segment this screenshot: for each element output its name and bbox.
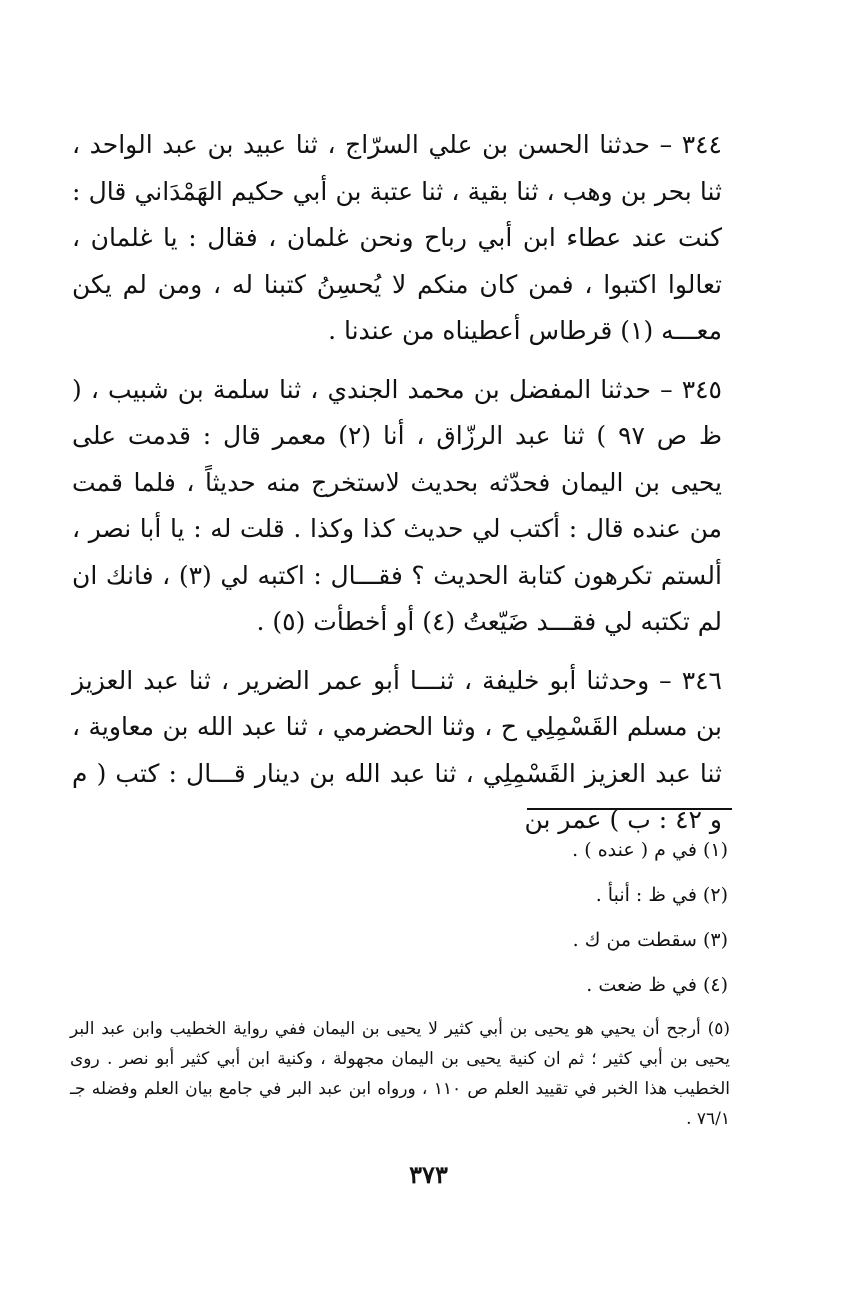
footnote-4: (٤) في ظ ضعت .	[586, 974, 728, 996]
footnote-5: (٥) أرجح أن يحيي هو يحيى بن أبي كثير لا يحيى بن اليمان ففي رواية الخطيب وابن عبد البر يحيى بن أبي كثير ؛ ثم ان كنية يحيى بن اليمان مجهولة ، وكنية ابن أبي كثير أبو نصر . روى الخطيب هذا الخبر في تقييد العلم ص ١١٠ ، ورواه ابن عبد البر في جامع بيان العلم وفضله جـ ٧٦/١ .	[70, 1019, 730, 1129]
footnote-1: (١) في م ( عنده ) .	[572, 839, 728, 861]
footnote-divider	[527, 808, 732, 810]
hadith-paragraph-346: ٣٤٦ – وحدثنا أبو خليفة ، ثنـــا أبو عمر الضرير ، ثنا عبد العزيز بن مسلم القَسْمِلِي ح ، وثنا الحضرمي ، ثنا عبد الله بن معاوية ، ثنا عبد العزيز القَسْمِلِي ، ثنا عبد الله بن دينار قـــال : كتب ( م و ٤٢ : ب ) عمر بن	[72, 665, 722, 834]
footnote-2: (٢) في ظ : أنبأ .	[595, 884, 728, 906]
main-text	[72, 122, 722, 856]
footnotes	[70, 828, 730, 1134]
hadith-paragraph-345: ٣٤٥ – حدثنا المفضل بن محمد الجندي ، ثنا سلمة بن شبيب ، ( ظ ص ٩٧ ) ثنا عبد الرزّاق ، أنا (٢) معمر قال : قدمت على يحيى بن اليمان فحدّثه بحديث لاستخرج منه حديثاً ، فلما قمت من عنده قال : أكتب لي حديث كذا وكذا . قلت له : يا أبا نصر ، ألستم تكرهون كتابة الحديث ؟ فقـــال : اكتبه لي (٣) ، فانك ان لم تكتبه لي فقـــد ضَيّعتُ (٤) أو أخطأت (٥) .	[72, 374, 722, 636]
footnote-3: (٣) سقطت من ك .	[572, 929, 728, 951]
page-number: ٣٧٣	[409, 1160, 448, 1189]
hadith-paragraph-344: ٣٤٤ – حدثنا الحسن بن علي السرّاج ، ثنا عبيد بن عبد الواحد ، ثنا بحر بن وهب ، ثنا بقية ، ثنا عتبة بن أبي حكيم الهَمْدَاني قال : كنت عند عطاء ابن أبي رباح ونحن غلمان ، فقال : يا غلمان ، تعالوا اكتبوا ، فمن كان منكم لا يُحسِنُ كتبنا له ، ومن لم يكن معـــه (١) قرطاس أعطيناه من عندنا .	[72, 130, 722, 345]
